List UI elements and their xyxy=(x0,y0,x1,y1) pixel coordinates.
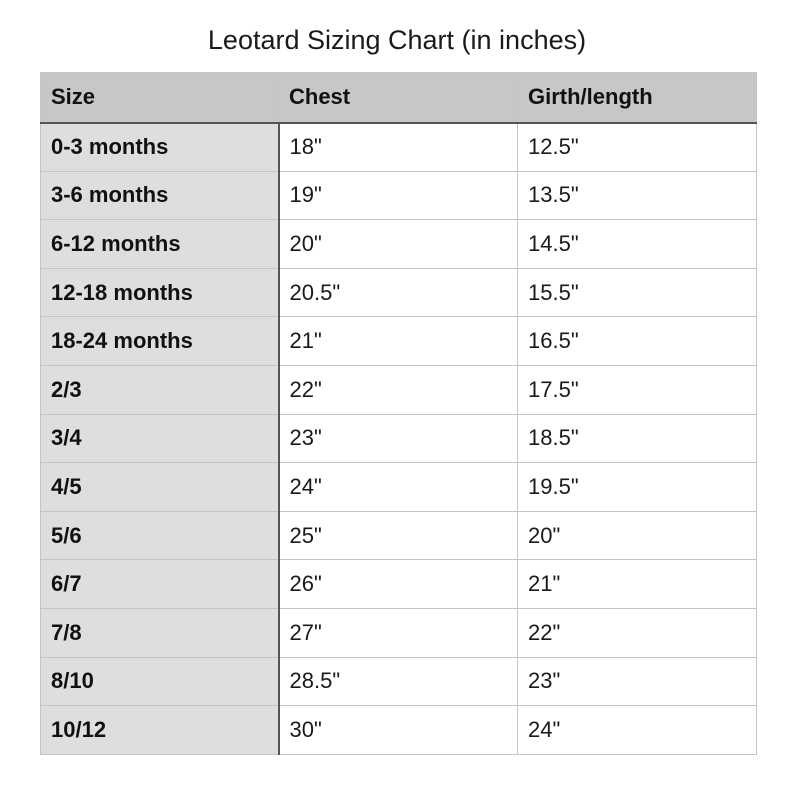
size-cell: 3/4 xyxy=(41,414,279,463)
table-row xyxy=(41,560,757,609)
girth-length-cell: 24" xyxy=(518,706,757,755)
size-cell: 0-3 months xyxy=(41,123,279,172)
girth-length-cell: 23" xyxy=(518,657,757,706)
girth-length-cell: 18.5" xyxy=(518,414,757,463)
table-row xyxy=(41,608,757,657)
page-title: Leotard Sizing Chart (in inches) xyxy=(207,25,587,55)
chest-cell: 20.5" xyxy=(279,268,518,317)
chest-cell: 21" xyxy=(279,317,518,366)
girth-length-cell: 15.5" xyxy=(518,268,757,317)
chest-cell: 19" xyxy=(279,171,518,220)
size-cell: 8/10 xyxy=(41,657,279,706)
girth-length-cell: 16.5" xyxy=(518,317,757,366)
girth-length-cell: 12.5" xyxy=(518,123,757,172)
table-row xyxy=(41,220,757,269)
size-cell: 2/3 xyxy=(41,365,279,414)
table-row xyxy=(41,706,757,755)
size-cell: 18-24 months xyxy=(41,317,279,366)
girth-length-cell: 21" xyxy=(518,560,757,609)
table-row xyxy=(41,365,757,414)
table-row xyxy=(41,171,757,220)
chest-cell: 18" xyxy=(279,123,518,172)
chest-cell: 24" xyxy=(279,463,518,512)
table-row xyxy=(41,414,757,463)
girth-length-cell: 13.5" xyxy=(518,171,757,220)
chest-cell: 25" xyxy=(279,511,518,560)
chest-cell: 28.5" xyxy=(279,657,518,706)
table-row xyxy=(41,268,757,317)
size-cell: 6/7 xyxy=(41,560,279,609)
girth-length-cell: 22" xyxy=(518,608,757,657)
table-row xyxy=(41,463,757,512)
table-row xyxy=(41,317,757,366)
size-cell: 4/5 xyxy=(41,463,279,512)
table-header xyxy=(41,73,757,123)
chest-cell: 22" xyxy=(279,365,518,414)
table-body xyxy=(41,123,757,755)
size-cell: 10/12 xyxy=(41,706,279,755)
girth-length-cell: 20" xyxy=(518,511,757,560)
table-row xyxy=(41,123,757,172)
column-header-girth-length: Girth/length xyxy=(518,73,757,123)
girth-length-cell: 14.5" xyxy=(518,220,757,269)
girth-length-cell: 19.5" xyxy=(518,463,757,512)
size-cell: 3-6 months xyxy=(41,171,279,220)
table-row xyxy=(41,511,757,560)
column-header-size: Size xyxy=(41,73,279,123)
size-cell: 6-12 months xyxy=(41,220,279,269)
sizing-table xyxy=(40,72,757,755)
size-cell: 5/6 xyxy=(41,511,279,560)
header-row xyxy=(41,73,757,123)
table-row xyxy=(41,657,757,706)
chest-cell: 30" xyxy=(279,706,518,755)
size-cell: 7/8 xyxy=(41,608,279,657)
chest-cell: 20" xyxy=(279,220,518,269)
chest-cell: 26" xyxy=(279,560,518,609)
chest-cell: 27" xyxy=(279,608,518,657)
girth-length-cell: 17.5" xyxy=(518,365,757,414)
size-cell: 12-18 months xyxy=(41,268,279,317)
chest-cell: 23" xyxy=(279,414,518,463)
column-header-chest: Chest xyxy=(279,73,518,123)
